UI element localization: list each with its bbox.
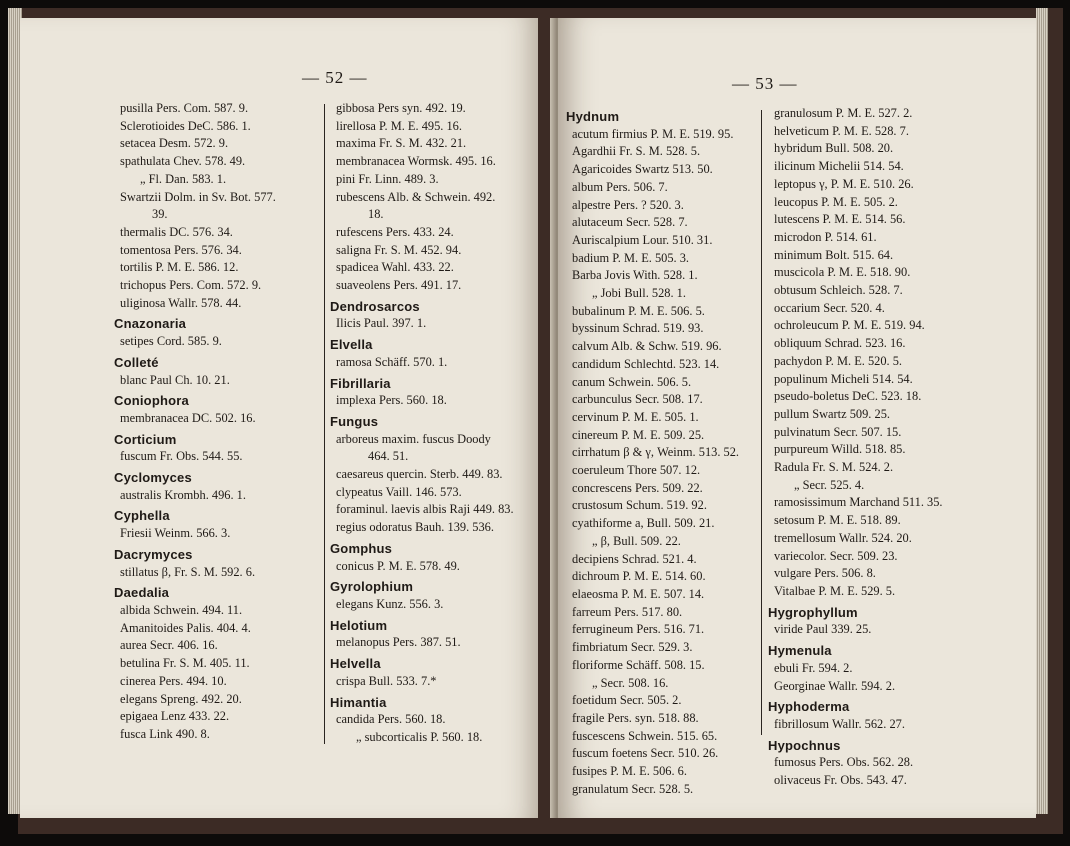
species-entry: elegans Kunz. 556. 3. <box>336 596 444 611</box>
species-entry: fragile Pers. syn. 518. 88. <box>572 710 699 725</box>
species-entry: fibrillosum Wallr. 562. 27. <box>774 716 905 731</box>
species-entry: occarium Secr. 520. 4. <box>774 300 885 315</box>
species-entry: muscicola P. M. E. 518. 90. <box>774 265 911 280</box>
genus-heading: Cyclomyces <box>114 470 192 486</box>
species-entry: conicus P. M. E. 578. 49. <box>336 558 460 573</box>
species-entry: acutum firmius P. M. E. 519. 95. <box>572 126 734 141</box>
genus-heading: Gyrolophium <box>330 579 414 595</box>
species-entry: Auriscalpium Lour. 510. 31. <box>572 232 713 247</box>
species-entry: byssinum Schrad. 519. 93. <box>572 321 704 336</box>
species-entry: Barba Jovis With. 528. 1. <box>572 268 698 283</box>
species-entry: crustosum Schum. 519. 92. <box>572 498 707 513</box>
species-entry: obtusum Schleich. 528. 7. <box>774 283 903 298</box>
species-entry: stillatus β, Fr. S. M. 592. 6. <box>120 564 256 579</box>
index-column-4 <box>768 105 943 790</box>
left-page <box>20 18 538 818</box>
genus-heading: Hymenula <box>768 643 832 659</box>
species-entry: Swartzii Dolm. in Sv. Bot. 577. <box>120 189 276 204</box>
species-entry: tortilis P. M. E. 586. 12. <box>120 260 239 275</box>
species-entry: albida Schwein. 494. 11. <box>120 602 243 617</box>
species-entry: regius odoratus Bauh. 139. 536. <box>336 520 494 535</box>
species-entry: setacea Desm. 572. 9. <box>120 136 229 151</box>
species-entry: ilicinum Michelii 514. 54. <box>774 159 904 174</box>
species-entry: spathulata Chev. 578. 49. <box>120 154 246 169</box>
genus-heading: Corticium <box>114 431 177 447</box>
species-entry: floriforme Schäff. 508. 15. <box>572 657 705 672</box>
species-entry: „ Jobi Bull. 528. 1. <box>592 286 686 301</box>
species-entry: setipes Cord. 585. 9. <box>120 334 222 349</box>
species-entry: ramosa Schäff. 570. 1. <box>336 354 448 369</box>
genus-heading: Daedalia <box>114 585 170 601</box>
species-entry: 18. <box>368 207 384 222</box>
genus-heading: Coniophora <box>114 393 189 409</box>
species-entry: calvum Alb. & Schw. 519. 96. <box>572 339 722 354</box>
page-number-right: — 53 — <box>732 74 798 93</box>
species-entry: 39. <box>152 207 168 222</box>
species-entry: suaveolens Pers. 491. 17. <box>336 278 462 293</box>
species-entry: decipiens Schrad. 521. 4. <box>572 551 697 566</box>
species-entry: tremellosum Wallr. 524. 20. <box>774 530 912 545</box>
species-entry: fuscum Fr. Obs. 544. 55. <box>120 449 243 464</box>
species-entry: pseudo-boletus DeC. 523. 18. <box>774 389 922 404</box>
species-entry: concrescens Pers. 509. 22. <box>572 480 703 495</box>
species-entry: fimbriatum Secr. 529. 3. <box>572 640 693 655</box>
species-entry: cirrhatum β & γ, Weinm. 513. 52. <box>572 445 740 460</box>
genus-heading: Gomphus <box>330 540 393 556</box>
species-entry: fusipes P. M. E. 506. 6. <box>572 764 687 779</box>
genus-heading: Cnazonaria <box>114 316 187 332</box>
species-entry: gibbosa Pers syn. 492. 19. <box>336 101 466 115</box>
species-entry: pini Fr. Linn. 489. 3. <box>336 171 439 186</box>
species-entry: coeruleum Thore 507. 12. <box>572 463 701 478</box>
species-entry: canum Schwein. 506. 5. <box>572 374 692 389</box>
species-entry: arboreus maxim. fuscus Doody <box>336 431 491 446</box>
species-entry: carbunculus Secr. 508. 17. <box>572 392 703 407</box>
species-entry: thermalis DC. 576. 34. <box>120 224 233 239</box>
species-entry: fumosus Pers. Obs. 562. 28. <box>774 755 914 770</box>
species-entry: membranacea Wormsk. 495. 16. <box>336 154 496 169</box>
species-entry: lutescens P. M. E. 514. 56. <box>774 212 906 227</box>
species-entry: Radula Fr. S. M. 524. 2. <box>774 460 894 475</box>
genus-heading: Cyphella <box>114 508 170 524</box>
species-entry: caesareus quercin. Sterb. 449. 83. <box>336 467 503 482</box>
right-page-edges <box>1036 8 1048 814</box>
species-entry: vulgare Pers. 506. 8. <box>774 566 876 581</box>
species-entry: ferrugineum Pers. 516. 71. <box>572 622 705 637</box>
species-entry: populinum Micheli 514. 54. <box>774 371 913 386</box>
species-entry: saligna Fr. S. M. 452. 94. <box>336 242 462 257</box>
species-entry: Agaricoides Swartz 513. 50. <box>572 162 713 177</box>
species-entry: betulina Fr. S. M. 405. 11. <box>120 656 250 671</box>
species-entry: farreum Pers. 517. 80. <box>572 604 683 619</box>
species-entry: tomentosa Pers. 576. 34. <box>120 242 242 257</box>
species-entry: cinereum P. M. E. 509. 25. <box>572 427 705 442</box>
species-entry: rufescens Pers. 433. 24. <box>336 224 454 239</box>
species-entry: fuscum foetens Secr. 510. 26. <box>572 746 719 761</box>
index-column-1 <box>114 100 276 744</box>
species-entry: spadicea Wahl. 433. 22. <box>336 260 454 275</box>
species-entry: badium P. M. E. 505. 3. <box>572 250 690 265</box>
species-entry: viride Paul 339. 25. <box>774 622 872 637</box>
genus-heading: Hygrophyllum <box>768 604 858 620</box>
column-divider-right <box>761 110 762 735</box>
species-entry: granulosum P. M. E. 527. 2. <box>774 106 913 120</box>
species-entry: setosum P. M. E. 518. 89. <box>774 513 901 528</box>
page-number-left: — 52 — <box>302 68 368 87</box>
species-entry: pulvinatum Secr. 507. 15. <box>774 424 902 439</box>
genus-heading: Hypochnus <box>768 737 841 753</box>
species-entry: „ subcorticalis P. 560. 18. <box>356 729 483 744</box>
species-entry: „ Secr. 508. 16. <box>592 675 669 690</box>
species-entry: variecolor. Secr. 509. 23. <box>774 548 898 563</box>
species-entry: trichopus Pers. Com. 572. 9. <box>120 278 262 293</box>
species-entry: candida Pers. 560. 18. <box>336 712 446 727</box>
species-entry: rubescens Alb. & Schwein. 492. <box>336 189 496 204</box>
species-entry: helveticum P. M. E. 528. 7. <box>774 123 909 138</box>
species-entry: epigaea Lenz 433. 22. <box>120 709 230 724</box>
species-entry: cinerea Pers. 494. 10. <box>120 673 227 688</box>
species-entry: melanopus Pers. 387. 51. <box>336 635 461 650</box>
species-entry: dichroum P. M. E. 514. 60. <box>572 569 706 584</box>
genus-heading: Dacrymyces <box>114 546 193 562</box>
species-entry: ochroleucum P. M. E. 519. 94. <box>774 318 925 333</box>
genus-heading: Elvella <box>330 337 373 353</box>
species-entry: membranacea DC. 502. 16. <box>120 410 256 425</box>
species-entry: blanc Paul Ch. 10. 21. <box>120 372 230 387</box>
species-entry: „ β, Bull. 509. 22. <box>592 533 681 548</box>
species-entry: „ Fl. Dan. 583. 1. <box>140 171 227 186</box>
species-entry: olivaceus Fr. Obs. 543. 47. <box>774 773 907 788</box>
species-entry: Georginae Wallr. 594. 2. <box>774 678 896 693</box>
species-entry: alutaceum Secr. 528. 7. <box>572 215 688 230</box>
species-entry: ramosissimum Marchand 511. 35. <box>774 495 943 510</box>
species-entry: obliquum Schrad. 523. 16. <box>774 336 906 351</box>
column-divider-left <box>324 104 325 744</box>
species-entry: elaeosma P. M. E. 507. 14. <box>572 586 705 601</box>
species-entry: crispa Bull. 533. 7.* <box>336 673 437 688</box>
species-entry: „ Secr. 525. 4. <box>794 477 865 492</box>
genus-heading: Hydnum <box>566 109 620 124</box>
species-entry: candidum Schlechtd. 523. 14. <box>572 356 720 371</box>
species-entry: Vitalbae P. M. E. 529. 5. <box>774 583 896 598</box>
species-entry: cyathiforme a, Bull. 509. 21. <box>572 516 715 531</box>
genus-heading: Himantia <box>330 694 387 710</box>
species-entry: album Pers. 506. 7. <box>572 179 668 194</box>
species-entry: ebuli Fr. 594. 2. <box>774 660 853 675</box>
species-entry: fuscescens Schwein. 515. 65. <box>572 728 718 743</box>
species-entry: Agardhii Fr. S. M. 528. 5. <box>572 144 701 159</box>
genus-heading: Fungus <box>330 413 379 429</box>
species-entry: Amanitoides Palis. 404. 4. <box>120 620 251 635</box>
species-entry: Sclerotioides DeC. 586. 1. <box>120 118 251 133</box>
species-entry: foraminul. laevis albis Raji 449. 83. <box>336 502 514 517</box>
species-entry: minimum Bolt. 515. 64. <box>774 247 894 262</box>
species-entry: lirellosa P. M. E. 495. 16. <box>336 118 462 133</box>
genus-heading: Colleté <box>114 354 159 370</box>
species-entry: maxima Fr. S. M. 432. 21. <box>336 136 467 151</box>
genus-heading: Dendrosarcos <box>330 298 420 314</box>
species-entry: elegans Spreng. 492. 20. <box>120 691 242 706</box>
species-entry: cervinum P. M. E. 505. 1. <box>572 409 699 424</box>
species-entry: bubalinum P. M. E. 506. 5. <box>572 303 705 318</box>
species-entry: purpureum Willd. 518. 85. <box>774 442 906 457</box>
genus-heading: Helotium <box>330 617 388 633</box>
species-entry: microdon P. 514. 61. <box>774 229 877 244</box>
species-entry: clypeatus Vaill. 146. 573. <box>336 484 462 499</box>
genus-heading: Hyphoderma <box>768 699 850 715</box>
species-entry: australis Krombh. 496. 1. <box>120 487 246 502</box>
species-entry: granulatum Secr. 528. 5. <box>572 781 694 796</box>
species-entry: Ilicis Paul. 397. 1. <box>336 316 427 331</box>
species-entry: Friesii Weinm. 566. 3. <box>120 526 231 541</box>
species-entry: 464. 51. <box>368 449 409 464</box>
species-entry: uliginosa Wallr. 578. 44. <box>120 295 242 310</box>
species-entry: foetidum Secr. 505. 2. <box>572 693 682 708</box>
index-column-3 <box>566 105 739 798</box>
species-entry: implexa Pers. 560. 18. <box>336 393 447 408</box>
species-entry: aurea Secr. 406. 16. <box>120 638 218 653</box>
species-entry: pachydon P. M. E. 520. 5. <box>774 353 903 368</box>
species-entry: alpestre Pers. ? 520. 3. <box>572 197 684 212</box>
species-entry: leucopus P. M. E. 505. 2. <box>774 194 898 209</box>
species-entry: hybridum Bull. 508. 20. <box>774 141 894 156</box>
species-entry: fusca Link 490. 8. <box>120 726 210 741</box>
species-entry: leptopus γ, P. M. E. 510. 26. <box>774 176 914 191</box>
species-entry: pullum Swartz 509. 25. <box>774 406 890 421</box>
species-entry: pusilla Pers. Com. 587. 9. <box>120 101 249 115</box>
genus-heading: Fibrillaria <box>330 375 391 391</box>
index-column-2 <box>330 100 514 747</box>
right-page <box>558 18 1036 818</box>
genus-heading: Helvella <box>330 656 381 672</box>
